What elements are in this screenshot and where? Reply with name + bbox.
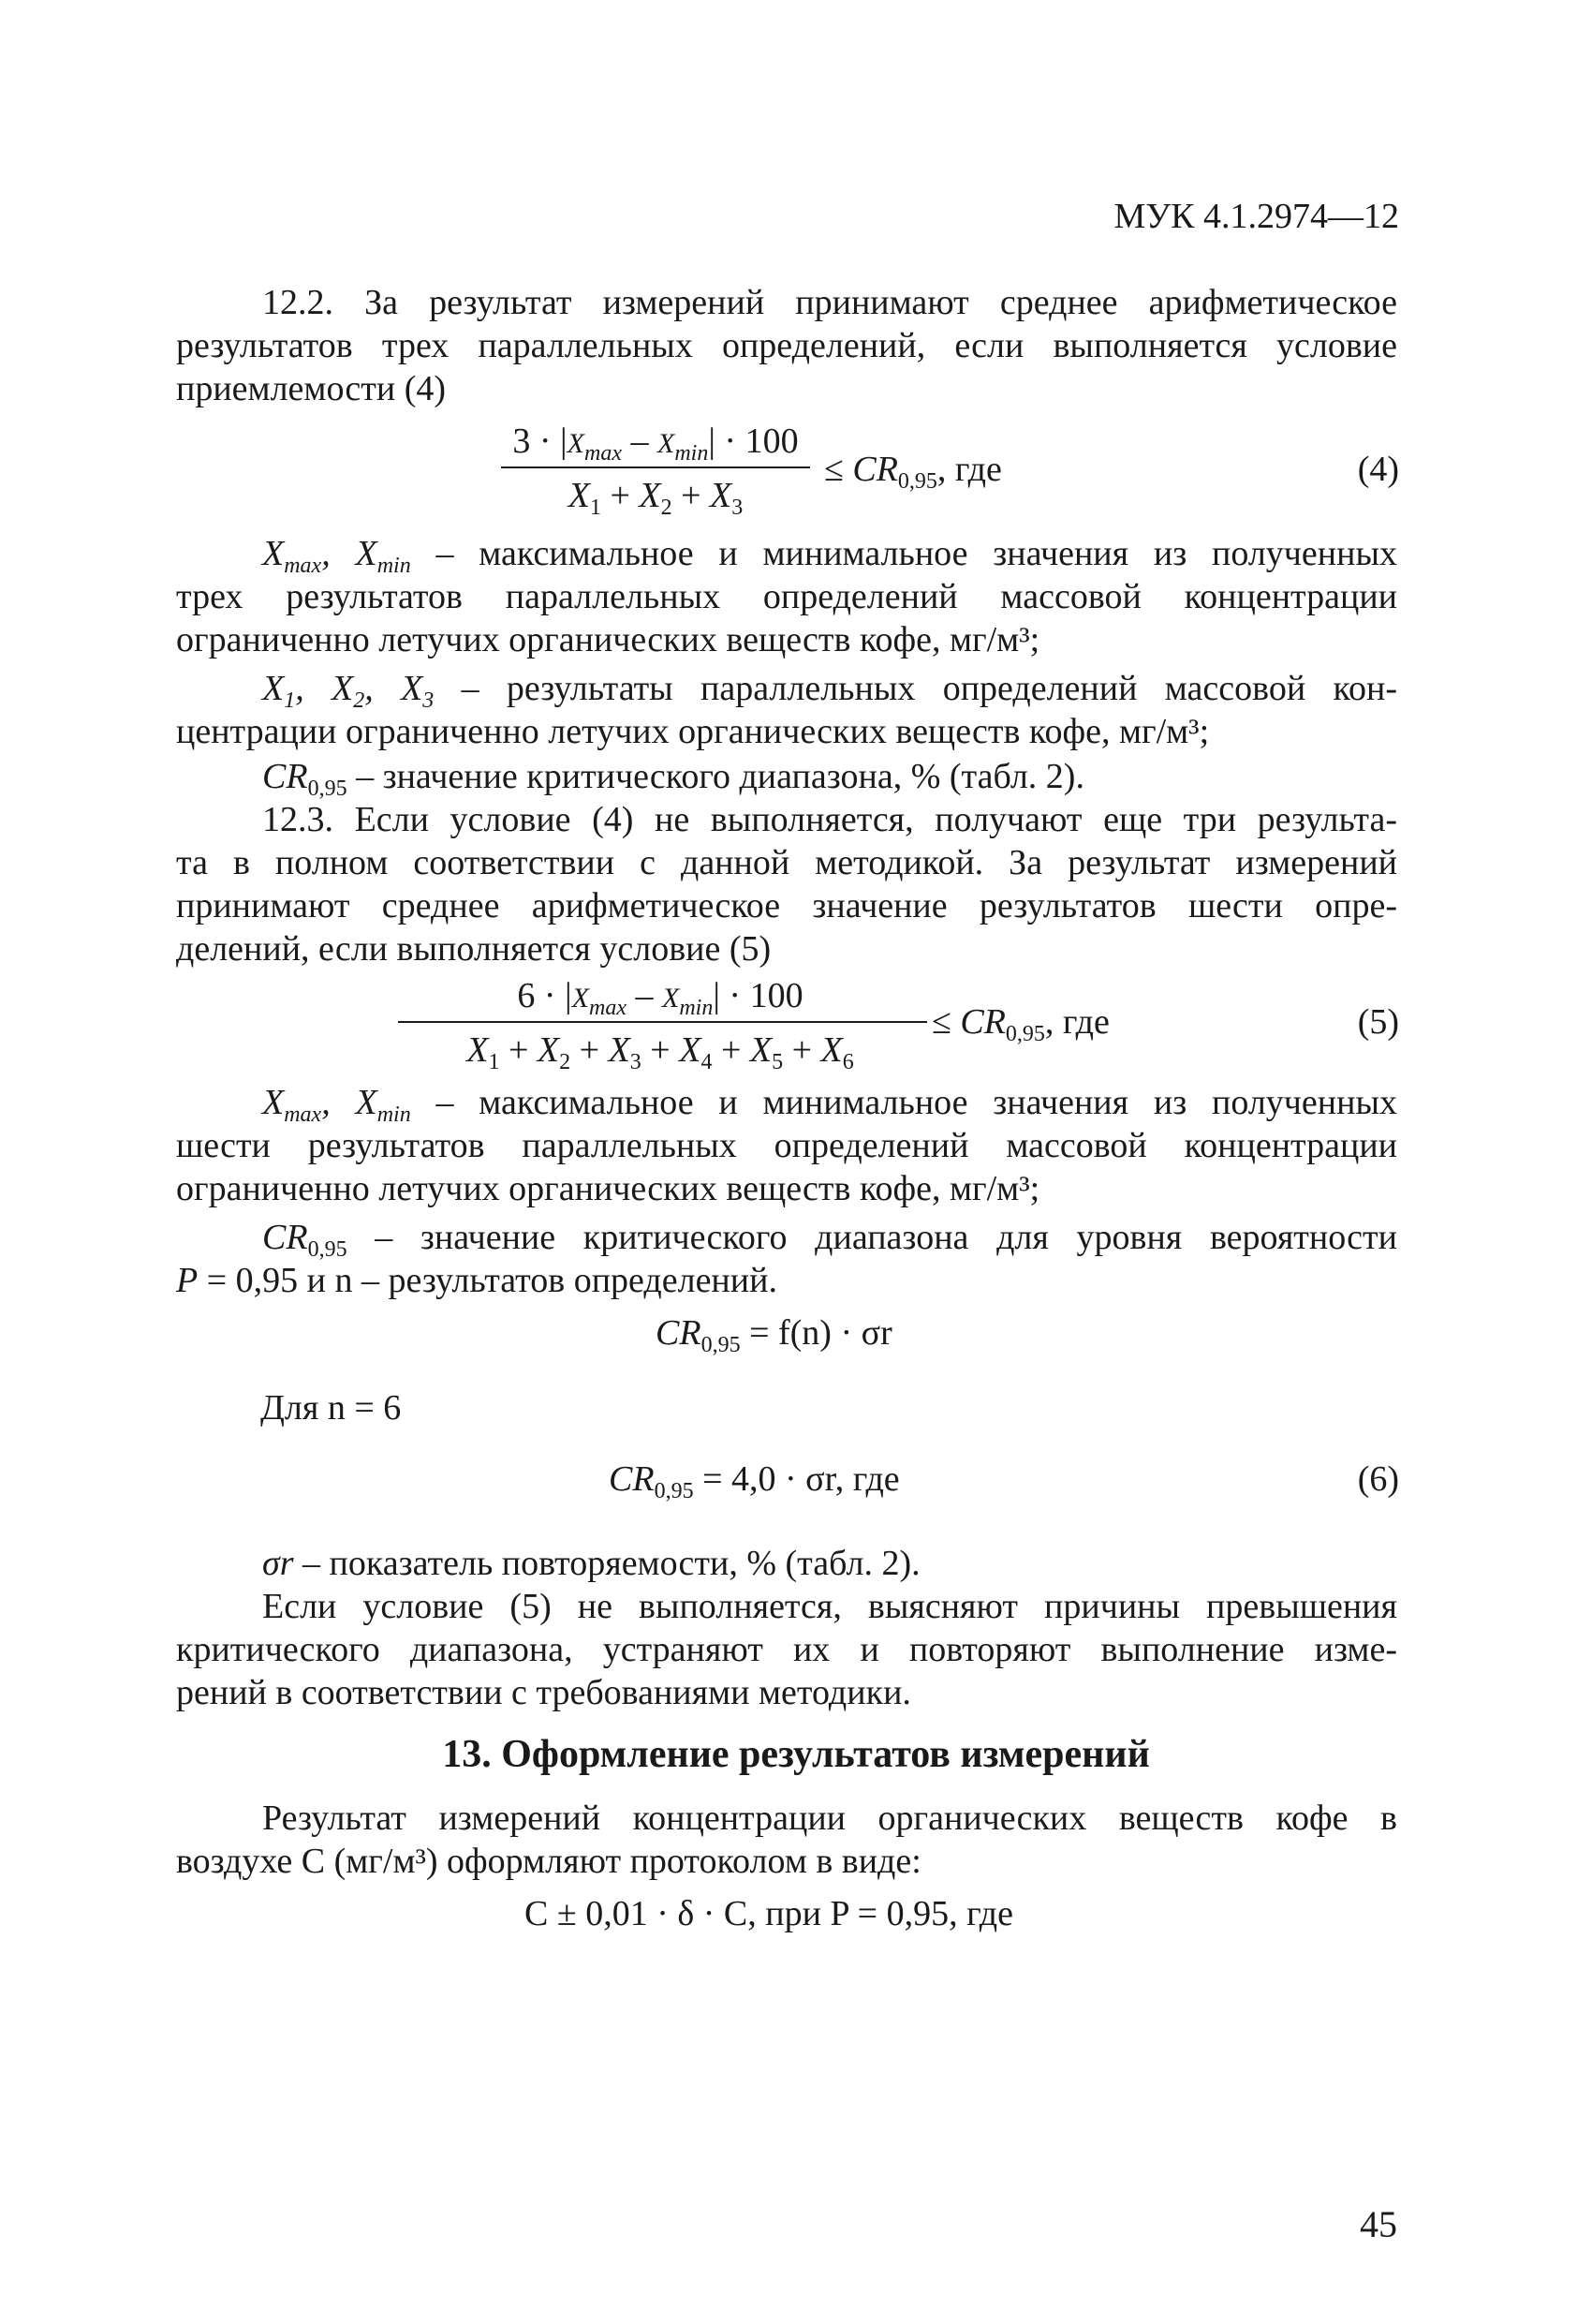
result-formula: C ± 0,01 · δ · C, при P = 0,95, где <box>524 1894 1013 1933</box>
formula-cr-general: $CR_{0,95} = f(n) \cdot \sigma r$ <box>656 1313 892 1357</box>
paragraph-12-2-line: 12.2. За результат измерений принимают среднее арифметическое <box>262 283 1397 322</box>
paragraph-line: рений в соответствии с требованиями методики. <box>176 1673 911 1712</box>
definition-line: шести результатов параллельных определений массовой концентрации <box>176 1126 1397 1165</box>
definition-line: $X_1$, $X_2$, $X_3$ – результаты параллельных определений массовой кон- <box>262 669 1397 713</box>
paragraph-line: критического диапазона, устраняют их и повторяют выполнение изме- <box>176 1630 1397 1669</box>
definition-line: $CR_{0,95}$ – значение критического диапазона, % (табл. 2). <box>262 757 1084 801</box>
definition-line: $CR_{0,95}$ – значение критического диапазона для уровня вероятности <box>262 1218 1397 1262</box>
definition-line: трех результатов параллельных определений массовой концентрации <box>176 577 1397 616</box>
paragraph-12-3-line: 12.3. Если условие (4) не выполняется, получают еще три результа- <box>262 800 1397 839</box>
equation-4-rhs: ≤ $CR_{0,95}$, где <box>824 450 1002 494</box>
for-n-label: Для n = 6 <box>260 1388 402 1428</box>
definition-line: ограниченно летучих органических веществ кофе, мг/м³; <box>176 620 1040 659</box>
equation-4-number: (4) <box>1357 450 1399 489</box>
paragraph-12-3-line: та в полном соответствии с данной методикой. За результат измерений <box>176 843 1397 882</box>
definition-line: P = 0,95 и n – результатов определений. <box>176 1261 777 1300</box>
section-13-heading: 13. Оформление результатов измерений <box>442 1733 1150 1776</box>
fraction-bar <box>398 1021 927 1023</box>
equation-4-denominator: $X_1 + X_2 + X_3$ <box>568 476 744 520</box>
equation-6: $CR_{0,95} = 4,0 \cdot \sigma r$, где <box>609 1459 900 1503</box>
paragraph-12-2-line: приемлемости (4) <box>176 369 447 408</box>
section-13-line: Результат измерений концентрации органических веществ кофе в <box>262 1799 1397 1838</box>
section-13-line: воздухе C (мг/м³) оформляют протоколом в виде: <box>176 1842 921 1881</box>
equation-5 <box>0 0 1592 1124</box>
paragraph-line: Если условие (5) не выполняется, выясняют причины превышения <box>262 1587 1397 1626</box>
equation-6-number: (6) <box>1357 1459 1399 1499</box>
page-number: 45 <box>1360 2203 1397 2245</box>
running-header: МУК 4.1.2974—12 <box>1113 197 1399 236</box>
equation-5-rhs: ≤ $CR_{0,95}$, где <box>932 1002 1110 1046</box>
equation-5-denominator: $X_1 + X_2 + X_3 + X_4 + X_5 + X_6$ <box>466 1030 854 1074</box>
definition-line: ограниченно летучих органических веществ кофе, мг/м³; <box>176 1169 1040 1208</box>
paragraph-12-3-line: делений, если выполняется условие (5) <box>176 929 772 969</box>
equation-4-numerator: $3 \cdot |X_{max} - X_{min}| \cdot 100$ <box>512 422 799 466</box>
definition-line: $X_{max}$, $X_{min}$ – максимальное и минимальное значения из полученных <box>262 1083 1397 1127</box>
definition-line: σr – показатель повторяемости, % (табл. 2). <box>262 1544 921 1583</box>
equation-5-number: (5) <box>1357 1002 1399 1042</box>
paragraph-12-2-line: результатов трех параллельных определений, если выполняется условие <box>176 326 1397 365</box>
definition-line: $X_{max}$, $X_{min}$ – максимальное и минимальное значения из полученных <box>262 534 1397 578</box>
definition-line: центрации ограниченно летучих органических веществ кофе, мг/м³; <box>176 712 1210 751</box>
paragraph-12-3-line: принимают среднее арифметическое значение результатов шести опре- <box>176 886 1397 925</box>
equation-5-numerator: $6 \cdot |X_{max} - X_{min}| \cdot 100$ <box>517 976 803 1020</box>
